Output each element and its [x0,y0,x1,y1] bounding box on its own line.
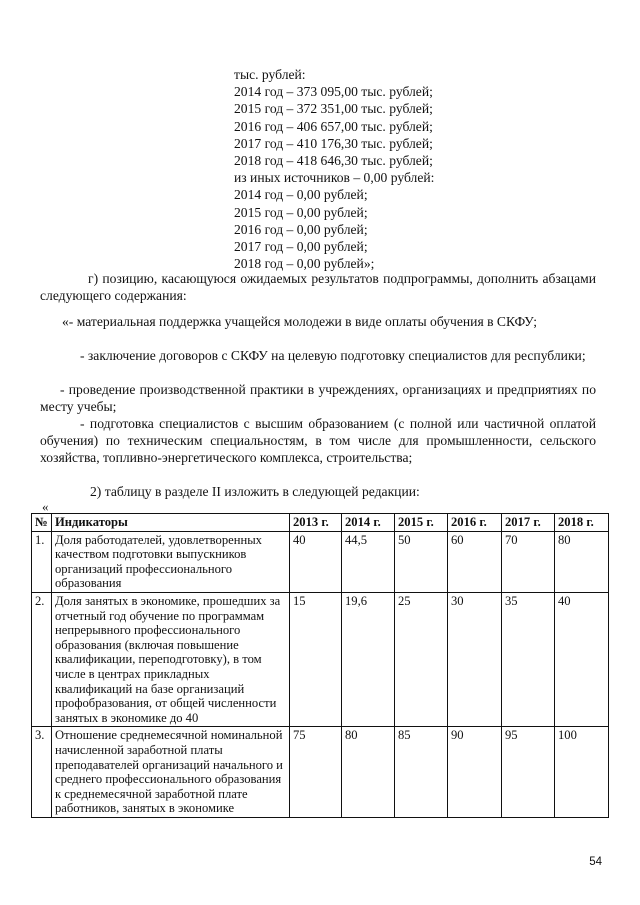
funding-line: 2016 год – 406 657,00 тыс. рублей; [234,118,433,134]
column-header: Индикаторы [52,514,290,532]
funding-list [234,66,564,272]
paragraph-bullet-material-support: «- материальная поддержка учащейся молодежи в виде оплаты обучения в СКФУ; [62,314,538,329]
row-number: 2. [32,592,52,726]
funding-line: 2015 год – 372 351,00 тыс. рублей; [234,101,433,117]
row-number: 1. [32,531,52,592]
paragraph-bullet-contracts: - заключение договоров с СКФУ на целевую подготовку специалистов для республики; [80,348,586,363]
funding-line: тыс. рублей: [234,67,306,82]
value-cell: 80 [342,727,395,818]
indicators-table [31,513,609,818]
table-header-row [32,514,609,532]
indicator-cell: Доля занятых в экономике, прошедших за отчетный год обучение по программам непрерывного профессионального образования (включая повышение квалификации, переподготовку), в том числе в центрах прикладных квалификаций на базе организаций профобразования, от общей численности занятых в экономике до 40 [52,592,290,726]
value-cell: 100 [555,727,609,818]
column-header: 2016 г. [448,514,502,532]
value-cell: 60 [448,531,502,592]
table-row [32,727,609,818]
value-cell: 80 [555,531,609,592]
funding-line: 2017 год – 0,00 рублей; [234,239,368,255]
value-cell: 25 [395,592,448,726]
value-cell: 95 [502,727,555,818]
funding-line: 2017 год – 410 176,30 тыс. рублей; [234,135,433,151]
value-cell: 30 [448,592,502,726]
value-cell: 40 [290,531,342,592]
table-row [32,531,609,592]
value-cell: 15 [290,592,342,726]
value-cell: 50 [395,531,448,592]
funding-line: 2018 год – 418 646,30 тыс. рублей; [234,153,433,169]
row-number: 3. [32,727,52,818]
value-cell: 85 [395,727,448,818]
table-row [32,592,609,726]
funding-line: 2015 год – 0,00 рублей; [234,204,368,220]
value-cell: 75 [290,727,342,818]
funding-line: 2014 год – 373 095,00 тыс. рублей; [234,84,433,100]
funding-line: 2014 год – 0,00 рублей; [234,187,368,203]
value-cell: 70 [502,531,555,592]
value-cell: 44,5 [342,531,395,592]
value-cell: 90 [448,727,502,818]
column-header: 2017 г. [502,514,555,532]
opening-quote: « [42,499,49,514]
column-header: 2015 г. [395,514,448,532]
paragraph-table-intro: 2) таблицу в разделе II изложить в следующей редакции: [90,484,420,499]
page-number: 54 [589,856,602,868]
paragraph-bullet-practice: - проведение производственной практики в учреждениях, организациях и предприятиях по месту учебы; [40,382,596,415]
column-header: 2014 г. [342,514,395,532]
indicator-cell: Отношение среднемесячной номинальной начисленной заработной платы преподавателей организаций начального и среднего профессионального образования к среднемесячной заработной плате работников, занятых в экономике [52,727,290,818]
value-cell: 40 [555,592,609,726]
column-header: № [32,514,52,532]
funding-line: 2018 год – 0,00 рублей»; [234,256,375,272]
indicator-cell: Доля работодателей, удовлетворенных качеством подготовки выпускников организаций профессионального образования [52,531,290,592]
value-cell: 19,6 [342,592,395,726]
paragraph-results-intro: г) позицию, касающуюся ожидаемых результатов подпрограммы, дополнить абзацами следующего содержания: [40,271,596,304]
value-cell: 35 [502,592,555,726]
column-header: 2018 г. [555,514,609,532]
funding-line: из иных источников – 0,00 рублей: [234,170,435,186]
funding-line: 2016 год – 0,00 рублей; [234,221,368,237]
column-header: 2013 г. [290,514,342,532]
paragraph-bullet-training: - подготовка специалистов с высшим образованием (с полной или частичной оплатой обучения) по техническим специальностям, в том числе для промышленности, сельского хозяйства, топливно-энергетического комплекса, строительства; [40,416,596,466]
